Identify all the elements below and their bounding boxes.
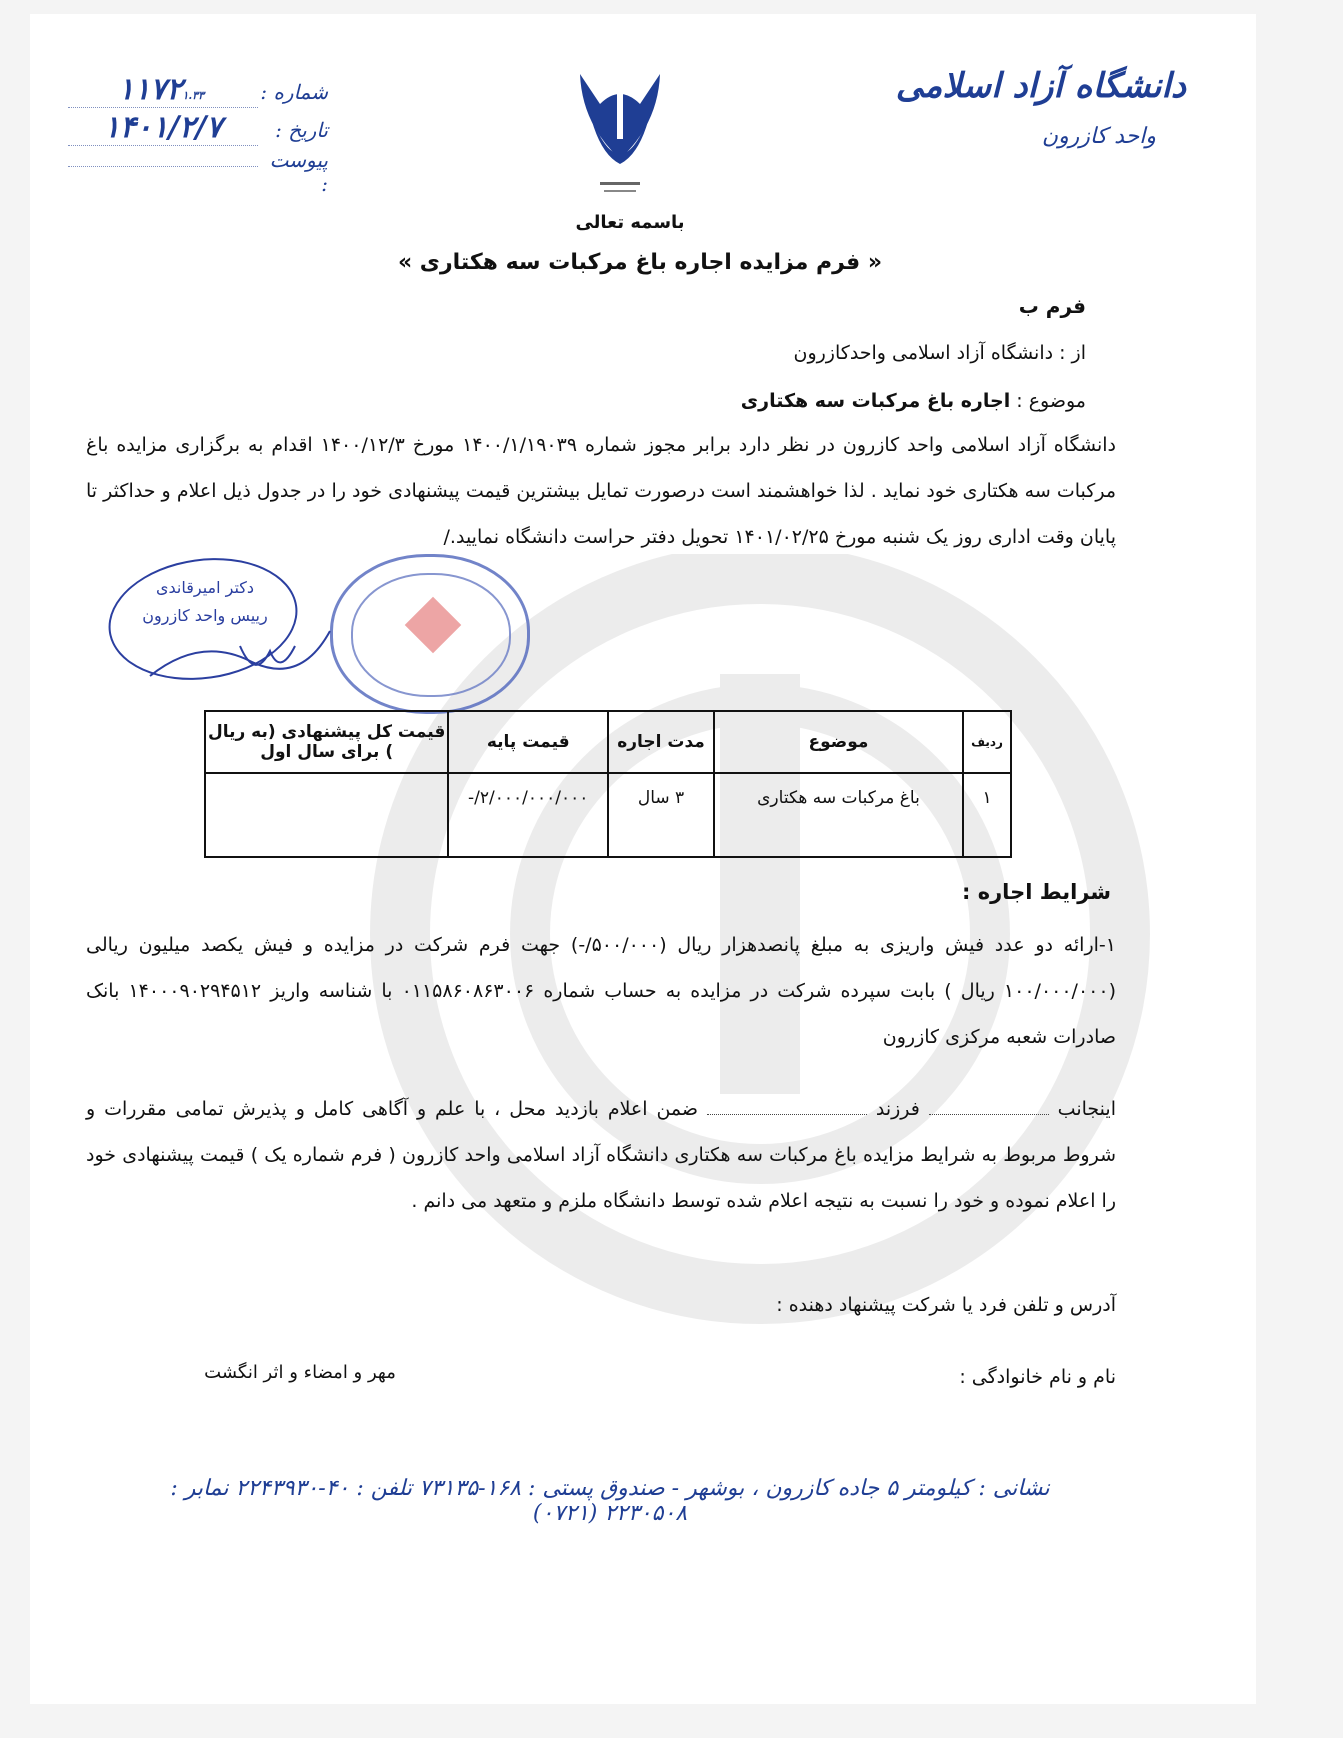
- declaration-part1: اینجانب: [1057, 1098, 1116, 1120]
- letter-attachment-value: [68, 166, 258, 167]
- university-name: دانشگاه آزاد اسلامی: [895, 66, 1186, 106]
- cell-subject: باغ مرکبات سه هکتاری: [714, 773, 963, 857]
- father-name-blank[interactable]: [707, 1099, 867, 1115]
- conditions-title: شرایط اجاره :: [961, 880, 1111, 904]
- bid-table: [204, 710, 1012, 858]
- seal-signature-label: مهر و امضاء و اثر انگشت: [204, 1362, 396, 1383]
- from-line: از : دانشگاه آزاد اسلامی واحدکازرون: [793, 342, 1086, 364]
- letter-number-value: [68, 72, 258, 108]
- letter-number-label: شماره :: [260, 80, 328, 104]
- cell-base-price: ۲/۰۰۰/۰۰۰/۰۰۰/-: [448, 773, 608, 857]
- cell-duration: ۳ سال: [608, 773, 714, 857]
- name-label: نام و نام خانوادگی :: [959, 1366, 1116, 1388]
- applicant-name-blank[interactable]: [929, 1099, 1049, 1115]
- bismillah: باسمه تعالی: [575, 212, 685, 233]
- letter-number-prefix: ۱.۳۳: [182, 89, 204, 102]
- declaration-paragraph: [86, 1086, 1116, 1224]
- header-duration: مدت اجاره: [608, 711, 714, 773]
- intro-paragraph: دانشگاه آزاد اسلامی واحد کازرون در نظر دارد برابر مجوز شماره ۱۴۰۰/۱/۱۹۰۳۹ مورخ ۱۴۰۰/۱۲/۳ اقدام به برگزاری مزایده باغ مرکبات سه هکتاری خود نماید . لذا خواهشمند است درصورت تمایل بیشترین قیمت پیشنهادی خود را در جدول ذیل اعلام و حداکثر تا پایان وقت اداری روز یک شنبه مورخ ۱۴۰۱/۰۲/۲۵ تحویل دفتر حراست دانشگاه نمایید./: [86, 434, 1117, 548]
- subject-value: اجاره باغ مرکبات سه هکتاری: [740, 390, 1011, 412]
- form-label: فرم ب: [1018, 294, 1086, 318]
- footer-address: نشانی : کیلومتر ۵ جاده کازرون ، بوشهر - صندوق پستی : ۱۶۸-۷۳۱۳۵ تلفن : ۴۰-۲۲۴۳۹۳۰ نمابر : ۲۲۳۰۵۰۸ (۰۷۲۱): [170, 1476, 1050, 1526]
- letter-date-value: ۱۴۰۱/۲/۷: [68, 110, 258, 146]
- university-branch: واحد کازرون: [1041, 124, 1156, 149]
- university-logo-icon: [570, 64, 670, 219]
- header-subject: موضوع: [714, 711, 963, 773]
- signatory-title: رییس واحد کازرون: [142, 606, 268, 625]
- letter-attachment-label: پیوست :: [269, 148, 328, 196]
- subject-label: موضوع :: [1016, 390, 1086, 412]
- subject-line: [186, 390, 1086, 412]
- letter-date-label: تاریخ :: [275, 118, 328, 142]
- header-base-price: قیمت پایه: [448, 711, 608, 773]
- letter-date-row: [68, 110, 328, 148]
- table-row: [205, 773, 1011, 857]
- letter-page: [30, 14, 1256, 1704]
- declaration-part3: ضمن اعلام بازدید محل ، با علم و آگاهی کامل و پذیرش تمامی مقررات و شروط مربوط به شرایط مزایده باغ مرکبات سه هکتاری دانشگاه آزاد اسلامی واحد کازرون ( فرم شماره یک ) قیمت پیشنهادی خود را اعلام نموده و خود را نسبت به نتیجه اعلام شده توسط دانشگاه ملزم و متعهد می دانم .: [86, 1098, 1116, 1212]
- address-label: آدرس و تلفن فرد یا شرکت پیشنهاد دهنده :: [776, 1294, 1116, 1316]
- declaration-part2: فرزند: [875, 1098, 920, 1120]
- letter-attachment-row: [68, 148, 328, 196]
- official-seal: [330, 554, 530, 714]
- header-row-number: ردیف: [963, 711, 1011, 773]
- letter-meta: [68, 72, 328, 196]
- signature-scribble: [140, 626, 340, 686]
- bid-table-header: [205, 711, 1011, 773]
- cell-row-number: ۱: [963, 773, 1011, 857]
- condition-1: ۱-ارائه دو عدد فیش واریزی به مبلغ پانصدهزار ریال (۵۰۰/۰۰۰/-) جهت فرم شرکت در مزایده و فیش یکصد میلیون ریالی (۱۰۰/۰۰۰/۰۰۰ ریال ) بابت سپرده شرکت در مزایده به حساب شماره ۰۱۱۵۸۶۰۸۶۳۰۰۶ با شناسه واریز ۱۴۰۰۰۹۰۲۹۴۵۱۲ بانک صادرات شعبه مرکزی کازرون: [86, 934, 1116, 1048]
- signatory-block: [120, 574, 290, 630]
- form-title: « فرم مزایده اجاره باغ مرکبات سه هکتاری »: [397, 250, 883, 275]
- letter-number-row: [68, 72, 328, 110]
- letter-number-text: ۱۱۷۲: [117, 72, 183, 107]
- signatory-name: دکتر امیرقاندی: [155, 578, 255, 597]
- header-total-bid: قیمت کل پیشنهادی (به ریال ) برای سال اول: [205, 711, 448, 773]
- cell-total-bid[interactable]: [205, 773, 448, 857]
